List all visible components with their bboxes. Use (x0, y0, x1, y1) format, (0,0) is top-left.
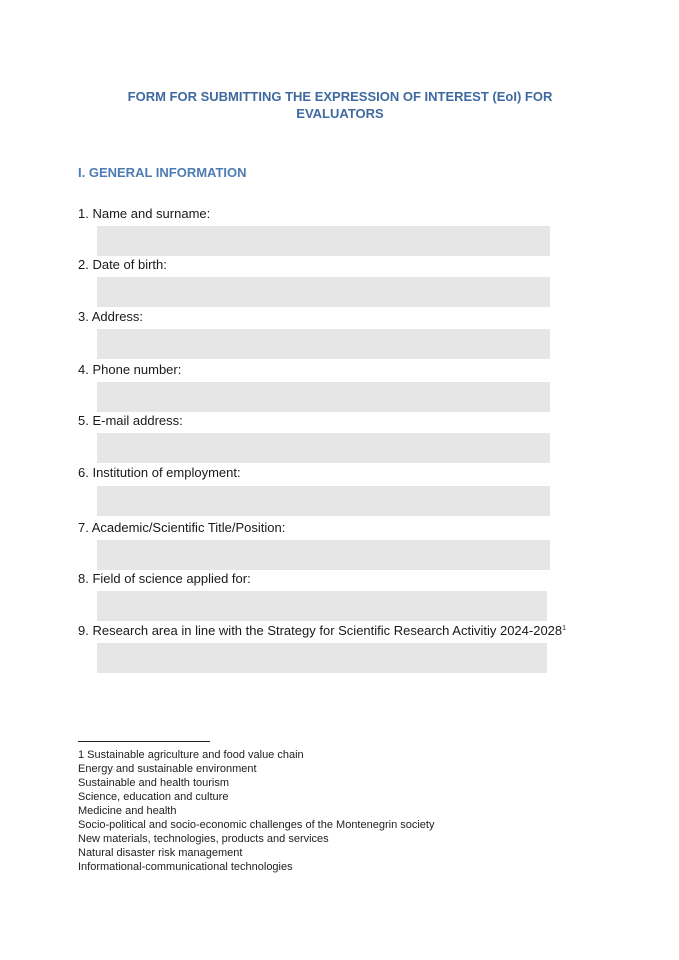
label-name-surname: 1. Name and surname: (78, 206, 211, 221)
field-email-address[interactable] (97, 433, 550, 463)
footnote-line: Medicine and health (78, 805, 177, 817)
field-name-surname[interactable] (97, 226, 550, 256)
label-academic-title: 7. Academic/Scientific Title/Position: (78, 520, 286, 535)
footnote-ref: 1 (562, 625, 567, 632)
label-date-of-birth: 2. Date of birth: (78, 257, 167, 272)
field-research-area[interactable] (97, 643, 547, 673)
footnote-line: Informational-communicational technologies (78, 861, 293, 873)
label-institution: 6. Institution of employment: (78, 465, 241, 480)
label-phone-number: 4. Phone number: (78, 362, 182, 377)
label-address: 3. Address: (78, 309, 144, 324)
label-research-area (78, 623, 566, 638)
footnote-line: Sustainable and health tourism (78, 777, 230, 789)
label-email-address: 5. E-mail address: (78, 413, 183, 428)
research-area-text: 9. Research area in line with the Strategy for Scientific Research Activitiy 2024-2028 (78, 623, 563, 638)
footnote (78, 748, 434, 874)
footnote-line: Energy and sustainable environment (78, 763, 257, 775)
footnote-line: New materials, technologies, products and services (78, 833, 329, 845)
footnote-separator (78, 741, 210, 742)
form-title: FORM FOR SUBMITTING THE EXPRESSION OF INTEREST (EoI) FOR EVALUATORS (127, 89, 553, 121)
field-address[interactable] (97, 329, 550, 359)
label-field-of-science: 8. Field of science applied for: (78, 571, 251, 586)
section-title-general-information: I. GENERAL INFORMATION (78, 165, 247, 180)
footnote-line: Socio-political and socio-economic challenges of the Montenegrin society (78, 819, 435, 831)
field-academic-title[interactable] (97, 540, 550, 570)
footnote-line: 1 Sustainable agriculture and food value chain (78, 749, 304, 761)
footnote-line: Natural disaster risk management (78, 847, 243, 859)
field-date-of-birth[interactable] (97, 277, 550, 307)
field-phone-number[interactable] (97, 382, 550, 412)
field-field-of-science[interactable] (97, 591, 547, 621)
footnote-line: Science, education and culture (78, 791, 229, 803)
field-institution[interactable] (97, 486, 550, 516)
